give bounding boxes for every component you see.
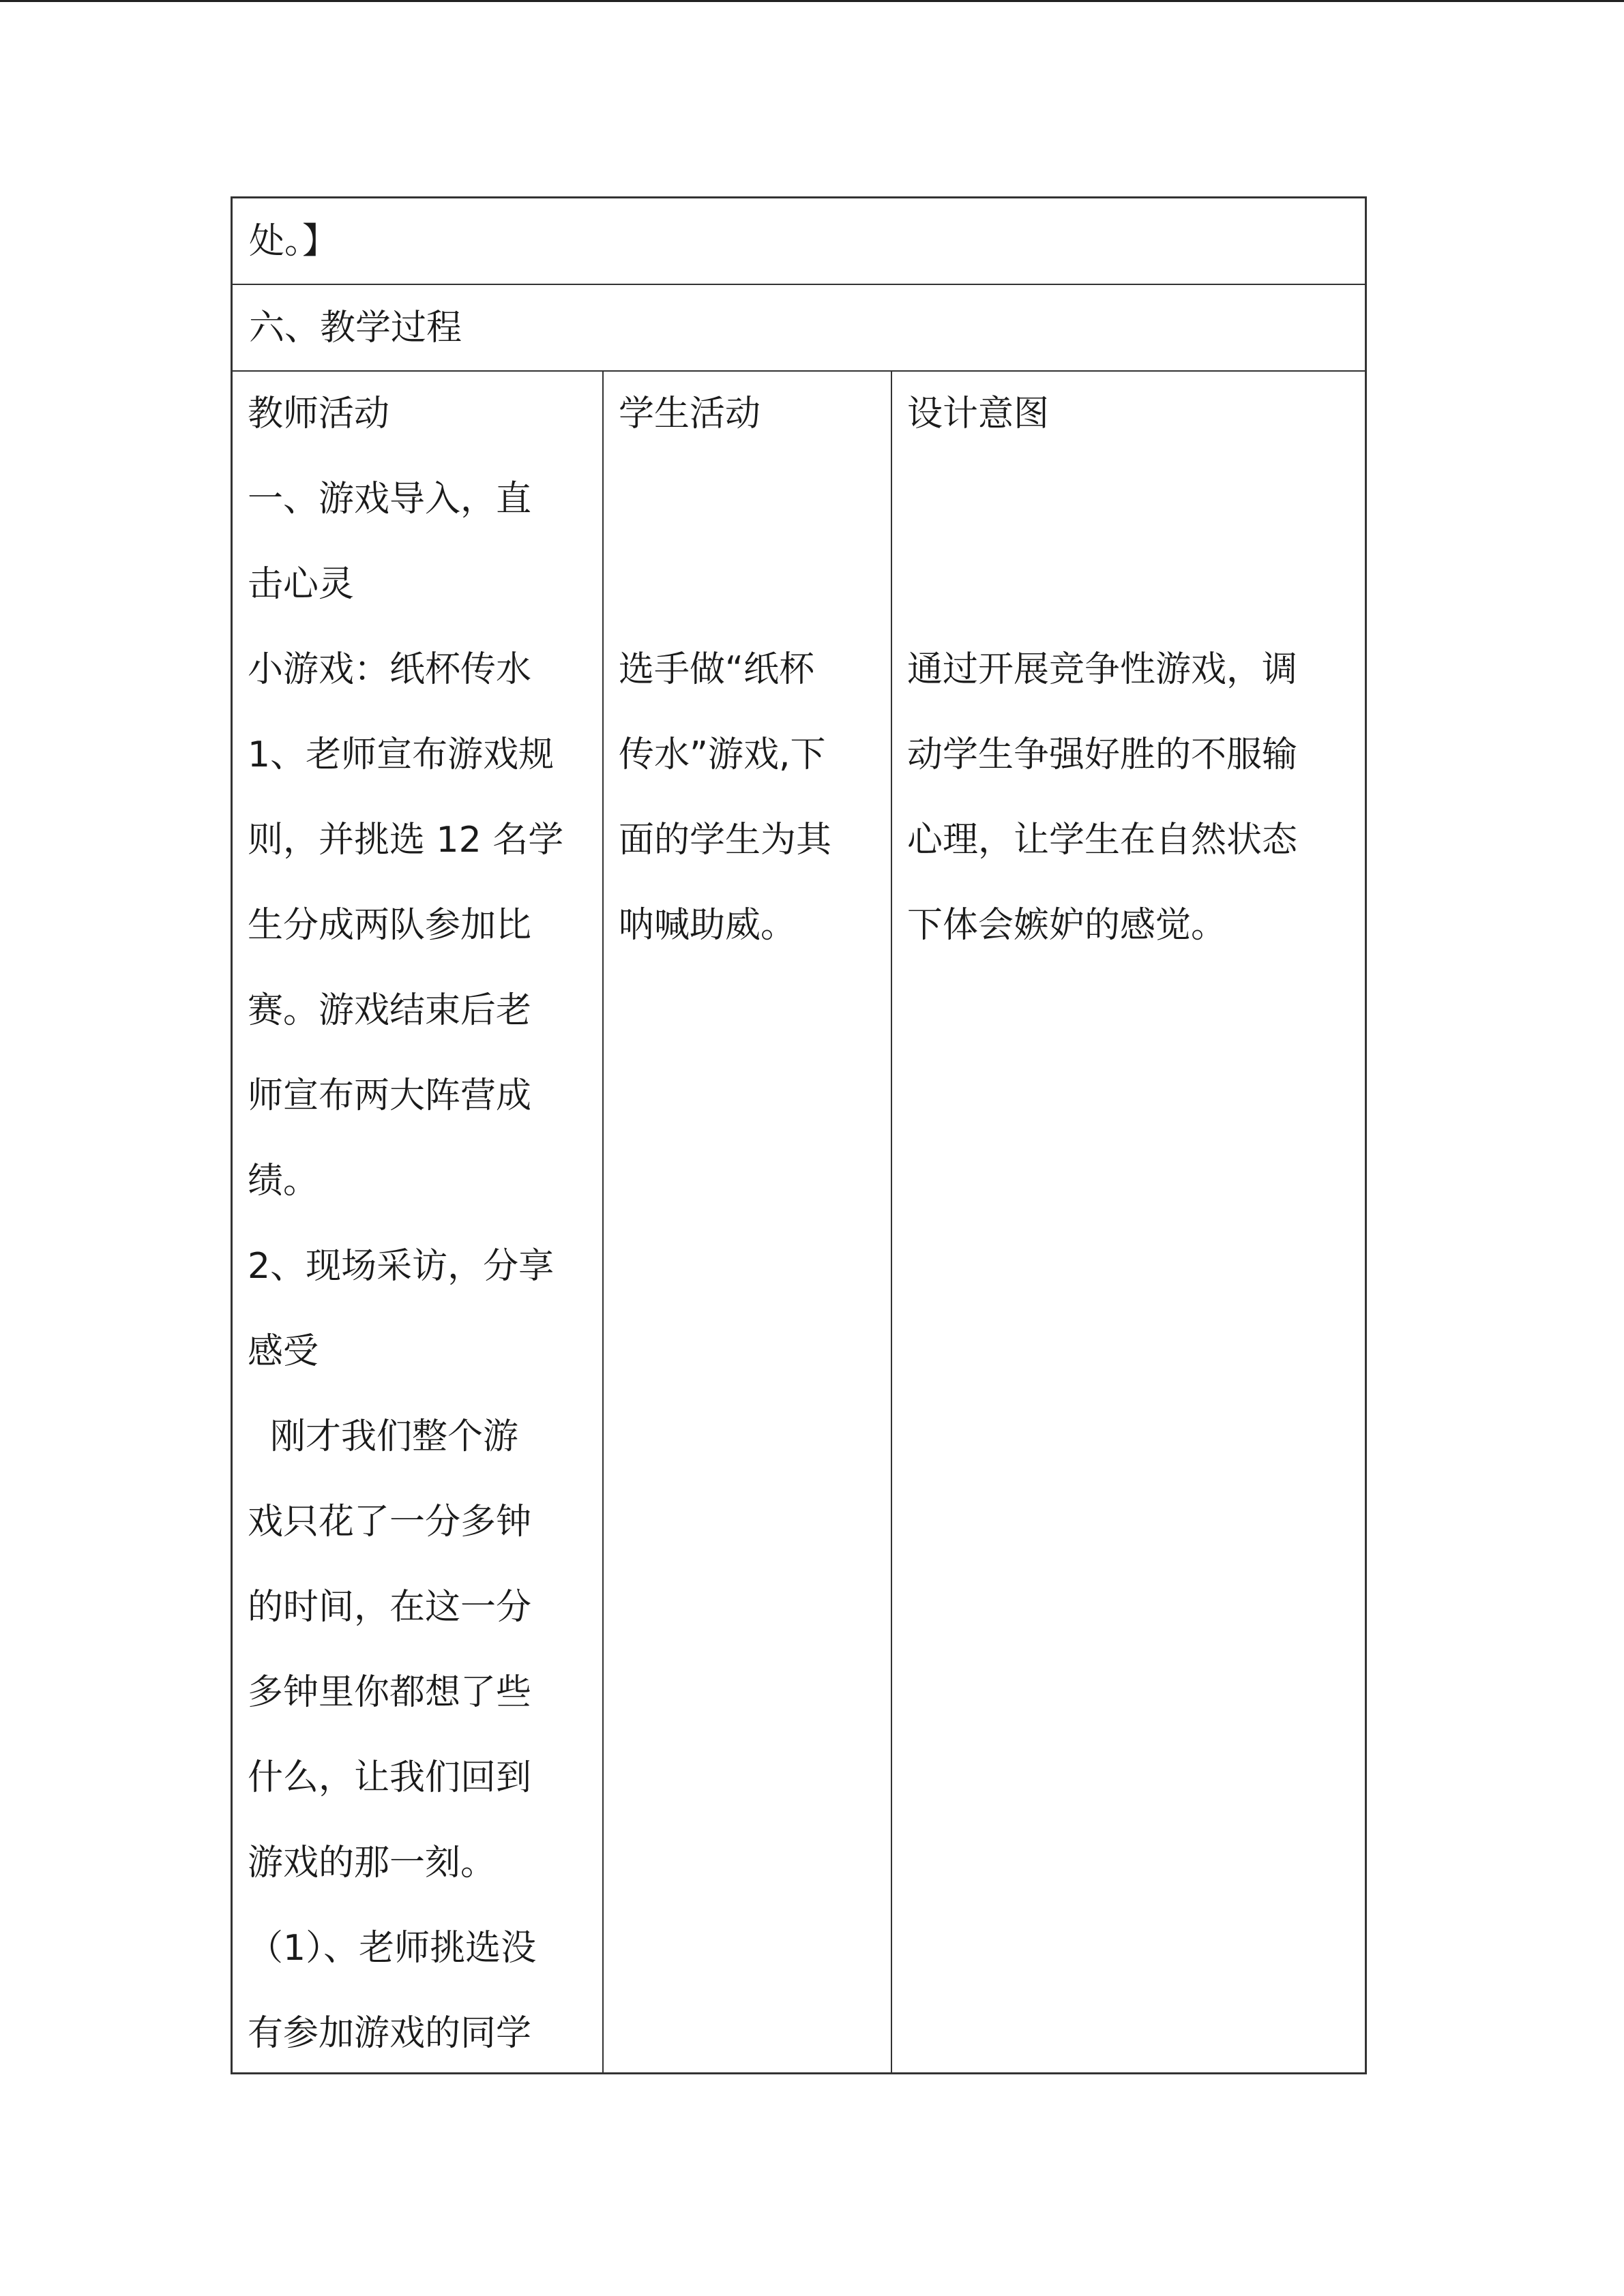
design-intent-line — [892, 457, 1365, 542]
teacher-activity-line: 则，并挑选 12 名学 — [248, 820, 564, 861]
student-activity-line — [604, 457, 891, 542]
student-activity-header: 学生活动 — [619, 393, 761, 434]
teacher-activity-line: 赛。游戏结束后老 — [248, 990, 532, 1031]
section-heading-teaching-process: 六、教学过程 — [233, 285, 1365, 372]
student-activity-column — [604, 372, 892, 2072]
teacher-activity-line: 小游戏：纸杯传水 — [248, 649, 532, 690]
student-activity-line: 选手做“纸杯 — [619, 649, 814, 690]
teacher-activity-line: 感受 — [248, 1331, 319, 1372]
teacher-activity-line: 生分成两队参加比 — [248, 905, 532, 946]
teacher-activity-line: 有参加游戏的同学 — [248, 2013, 532, 2054]
teacher-activity-text — [233, 457, 602, 2076]
teacher-activity-line: 击心灵 — [248, 564, 355, 605]
student-activity-line — [604, 542, 891, 627]
teacher-activity-header: 教师活动 — [248, 393, 390, 434]
design-intent-header: 设计意图 — [907, 393, 1050, 434]
student-activity-text — [604, 457, 891, 968]
teacher-activity-line: 多钟里你都想了些 — [248, 1672, 532, 1713]
student-activity-line: 面的学生为其 — [619, 820, 832, 861]
design-intent-column — [892, 372, 1365, 2072]
design-intent-line: 下体会嫉妒的感觉。 — [907, 905, 1227, 946]
design-intent-line: 动学生争强好胜的不服输 — [907, 734, 1298, 775]
teacher-activity-line: 游戏的那一刻。 — [248, 1843, 497, 1883]
teacher-activity-line: 什么，让我们回到 — [248, 1757, 532, 1798]
teacher-activity-line: 刚才我们整个游 — [248, 1416, 519, 1457]
student-activity-line: 呐喊助威。 — [619, 905, 797, 946]
teacher-activity-line: 一、游戏导入，直 — [248, 479, 532, 520]
design-intent-line: 通过开展竞争性游戏，调 — [907, 649, 1298, 690]
teacher-activity-line: 1、老师宣布游戏规 — [248, 734, 555, 775]
design-intent-text — [892, 457, 1365, 968]
student-activity-line: 传水”游戏,下 — [619, 734, 826, 775]
design-intent-line: 心理，让学生在自然状态 — [907, 820, 1298, 861]
teacher-activity-line: 师宣布两大阵营成 — [248, 1075, 532, 1116]
lesson-plan-table — [231, 196, 1367, 2074]
design-intent-line — [892, 542, 1365, 627]
page-top-border — [0, 0, 1624, 2]
continuation-row: 处。】 — [233, 198, 1365, 285]
teacher-activity-column — [233, 372, 604, 2072]
teacher-activity-line: （1）、老师挑选没 — [248, 1928, 537, 1969]
teacher-activity-line: 的时间，在这一分 — [248, 1587, 532, 1628]
teacher-activity-line: 绩。 — [248, 1161, 319, 1202]
teacher-activity-line: 戏只花了一分多钟 — [248, 1502, 532, 1542]
teacher-activity-line: 2、现场采访，分享 — [248, 1246, 555, 1287]
